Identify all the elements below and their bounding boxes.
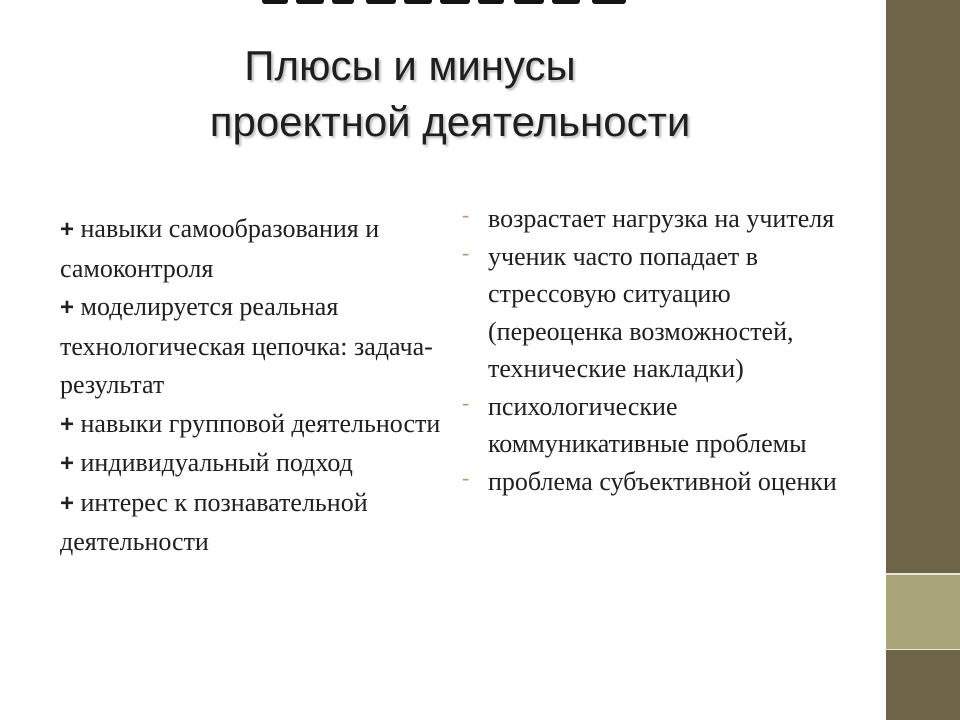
minus-marker: - bbox=[462, 239, 470, 265]
minuses-list bbox=[462, 200, 867, 500]
plus-item bbox=[60, 409, 440, 438]
plus-item bbox=[60, 292, 433, 399]
minus-item-text: психологические коммуникативные проблемы bbox=[488, 391, 807, 458]
minus-item-text: возрастает нагрузка на учителя bbox=[488, 204, 835, 233]
plus-marker: + bbox=[60, 489, 75, 517]
side-band-top bbox=[886, 0, 960, 575]
pluses-list bbox=[60, 210, 450, 562]
minus-item bbox=[462, 238, 867, 388]
plus-item-text: навыки групповой деятельности bbox=[80, 408, 441, 438]
cut-off-heading-fragment bbox=[262, 0, 642, 4]
minus-marker: - bbox=[462, 202, 470, 227]
minus-item-text: ученик часто попадает в стрессовую ситуацию (переоценка возможностей, технические накладки) bbox=[488, 241, 794, 383]
plus-marker: + bbox=[60, 450, 75, 477]
plus-item-text: индивидуальный подход bbox=[80, 448, 353, 477]
plus-item-text: интерес к познавательной деятельности bbox=[60, 487, 368, 556]
plus-item bbox=[60, 214, 379, 283]
plus-marker: + bbox=[60, 294, 75, 321]
plus-item-text: навыки самообразования и самоконтроля bbox=[60, 214, 380, 283]
title-line-2: проектной деятельности bbox=[209, 98, 691, 145]
side-band-bottom bbox=[886, 650, 960, 720]
minus-marker: - bbox=[462, 389, 470, 415]
minus-item-text: проблема субъективной оценки bbox=[488, 466, 837, 496]
side-band-middle bbox=[886, 575, 960, 650]
title-line-1: Плюсы и минусы bbox=[244, 42, 576, 89]
plus-item bbox=[60, 488, 368, 557]
minus-item bbox=[462, 200, 867, 238]
plus-item bbox=[60, 448, 353, 477]
minus-item bbox=[462, 463, 867, 501]
minus-item bbox=[462, 388, 867, 463]
slide-title bbox=[120, 38, 780, 150]
plus-marker: + bbox=[60, 216, 75, 243]
minus-marker: - bbox=[462, 464, 470, 490]
plus-item-text: моделируется реальная технологическая цепочка: задача-результат bbox=[60, 292, 433, 399]
plus-marker: + bbox=[60, 410, 75, 438]
